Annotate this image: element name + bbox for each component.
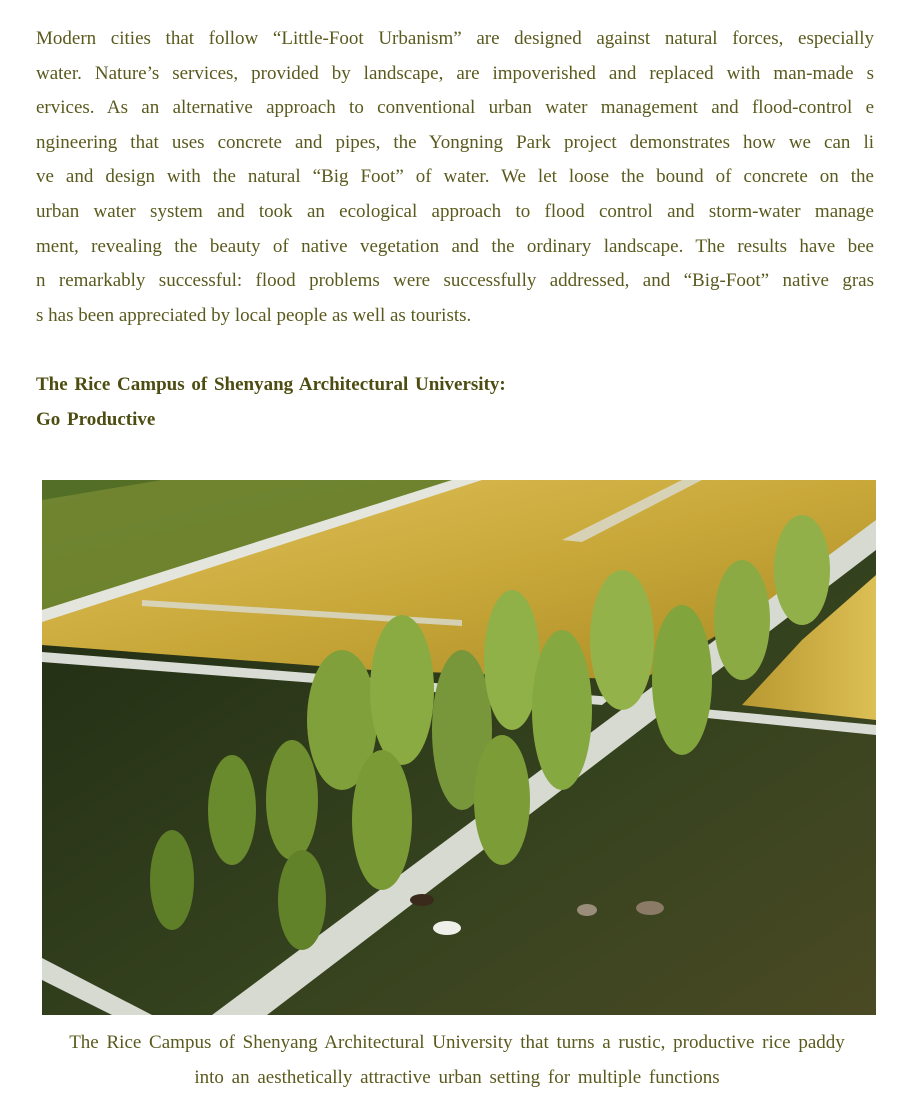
body-line-9: s has been appreciated by local people as well as tourists. [36, 304, 472, 326]
section-heading-line-2: Go Productive [36, 408, 156, 430]
figure-caption-line-2: into an aesthetically attractive urban setting for multiple functions [194, 1067, 720, 1088]
body-line-4: ngineering that uses concrete and pipes, the Yongning Park project demonstrates how we can li [36, 131, 874, 153]
section-heading-line-1: The Rice Campus of Shenyang Architectural University: [36, 374, 506, 395]
rice-campus-photo [42, 480, 876, 1015]
body-paragraph [36, 22, 876, 333]
body-line-1: Modern cities that follow “Little-Foot Urbanism” are designed against natural forces, especially [36, 28, 874, 49]
body-line-8: n remarkably successful: flood problems were successfully addressed, and “Big-Foot” native gras [36, 270, 874, 292]
body-line-7: ment, revealing the beauty of native vegetation and the ordinary landscape. The results have bee [36, 235, 874, 257]
body-line-2: water. Nature’s services, provided by landscape, are impoverished and replaced with man-made s [36, 62, 874, 84]
section-heading [36, 368, 506, 437]
rice-campus-illustration [42, 480, 876, 1015]
figure-caption [36, 1025, 878, 1095]
body-line-3: ervices. As an alternative approach to conventional urban water management and flood-control e [36, 97, 874, 119]
body-line-5: ve and design with the natural “Big Foot” of water. We let loose the bound of concrete on the [36, 166, 874, 188]
body-line-6: urban water system and took an ecological approach to flood control and storm-water manage [36, 200, 874, 222]
figure-caption-line-1: The Rice Campus of Shenyang Architectural University that turns a rustic, productive rice paddy [69, 1032, 845, 1053]
